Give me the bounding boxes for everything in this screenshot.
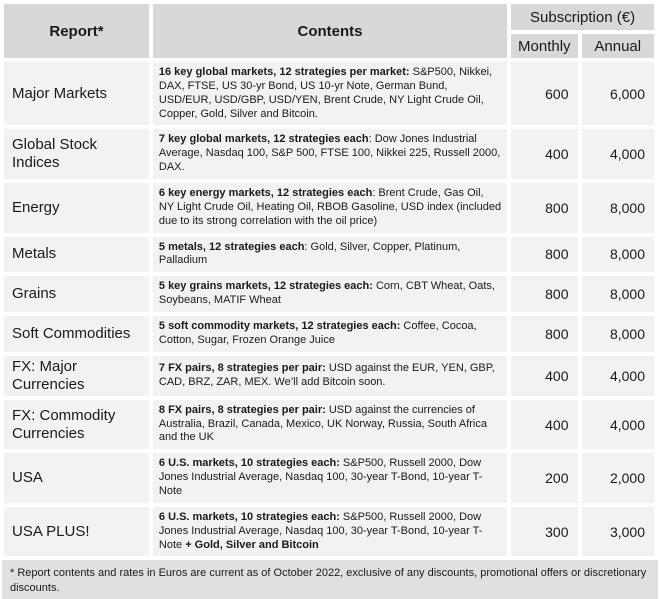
table-row [4,183,654,233]
contents-column-header: Contents [153,4,507,58]
monthly-price-cell: 800 [511,237,577,273]
annual-price-cell: 8,000 [582,183,655,233]
annual-price-cell: 4,000 [582,129,655,179]
annual-price-cell: 2,000 [582,453,655,503]
table-row [4,507,654,557]
table-row [4,62,654,125]
contents-tail: + Gold, Silver and Bitcoin [185,538,319,551]
contents-cell [153,237,507,273]
contents-cell [153,183,507,233]
contents-cell [153,400,507,450]
table-row [4,237,654,273]
annual-price-cell: 8,000 [582,237,655,273]
monthly-price-cell: 400 [511,356,577,396]
contents-lead: 5 soft commodity markets, 12 strategies each: [158,320,401,333]
contents-lead: 7 FX pairs, 8 strategies per pair: [158,361,326,374]
table-row [4,316,654,352]
table-row [4,129,654,179]
report-name-cell: USA [4,453,149,503]
monthly-price-cell: 800 [511,316,577,352]
contents-rest: : Gold, Silver, Copper, Platinum, Palladium [158,240,461,267]
report-name-cell: FX: Commodity Currencies [4,400,149,450]
monthly-price-cell: 800 [511,276,577,312]
report-name-cell: Grains [4,276,149,312]
contents-rest: USD against the currencies of Australia, Brazil, Canada, Mexico, UK Norway, Russia, South Africa and the UK [158,403,487,444]
contents-lead: 8 FX pairs, 8 strategies per pair: [158,403,326,416]
annual-price-cell: 6,000 [582,62,655,125]
report-name-cell: USA PLUS! [4,507,149,557]
table-row [4,356,654,396]
footnote: * Report contents and rates in Euros are current as of October 2022, exclusive of any discounts, promotional offers or discretionary discounts. [2,560,658,599]
table-row [4,400,654,450]
table-row [4,276,654,312]
annual-price-cell: 4,000 [582,400,655,450]
annual-price-cell: 8,000 [582,276,655,312]
contents-cell [153,507,507,557]
report-name-cell: Energy [4,183,149,233]
contents-rest: Coffee, Cocoa, Cotton, Sugar, Frozen Orange Juice [158,320,477,346]
monthly-price-cell: 300 [511,507,577,557]
report-column-header: Report* [4,4,149,58]
contents-cell [153,453,507,503]
contents-rest: : Dow Jones Industrial Average, Nasdaq 100, S&P 500, FTSE 100, Nikkei 225, Russell 2000, DAX. [158,133,501,174]
monthly-price-cell: 400 [511,400,577,450]
contents-cell [153,276,507,312]
contents-rest: USD against the EUR, YEN, GBP, CAD, BRZ, ZAR, MEX. We’ll add Bitcoin soon. [158,361,495,388]
monthly-price-cell: 200 [511,453,577,503]
contents-cell [153,316,507,352]
contents-lead: 6 U.S. markets, 10 strategies each: [158,457,340,470]
contents-rest: S&P500, Nikkei, DAX, FTSE, US 30-yr Bond, US 10-yr Note, German Bund, USD/EUR, USD/GBP, USD/YEN, Brent Crude, NY Light Crude Oil, Copper, Gold, Silver and Bitcoin. [158,66,493,120]
report-name-cell: FX: Major Currencies [4,356,149,396]
contents-rest: S&P500, Russell 2000, Dow Jones Industrial Average, Nasdaq 100, 30-year T-Bond, 10-year T-Note [158,510,483,551]
annual-price-cell: 3,000 [582,507,655,557]
contents-rest: : Brent Crude, Gas Oil, NY Light Crude Oil, Heating Oil, RBOB Gasoline, USD index (included due to its strong correlation with the oil price) [158,187,502,227]
report-name-cell: Metals [4,237,149,273]
contents-cell [153,356,507,396]
contents-cell [153,129,507,179]
annual-column-header: Annual [582,34,655,58]
table-row [4,453,654,503]
annual-price-cell: 4,000 [582,356,655,396]
annual-price-cell: 8,000 [582,316,655,352]
monthly-price-cell: 400 [511,129,577,179]
contents-lead: 5 metals, 12 strategies each [158,240,305,253]
contents-rest: Corn, CBT Wheat, Oats, Soybeans, MATIF Wheat [158,280,495,307]
contents-lead: 6 U.S. markets, 10 strategies each: [158,510,340,523]
contents-lead: 6 key energy markets, 12 strategies each [158,187,373,200]
contents-lead: 7 key global markets, 12 strategies each [158,133,369,146]
contents-lead: 16 key global markets, 12 strategies per market: [158,66,410,78]
monthly-price-cell: 600 [511,62,577,125]
contents-cell [153,62,507,125]
contents-rest: S&P500, Russell 2000, Dow Jones Industrial Average, Nasdaq 100, 30-year T-Bond, 10-year T-Note [158,457,483,498]
header-row-top [4,4,654,30]
monthly-column-header: Monthly [511,34,577,58]
report-name-cell: Soft Commodities [4,316,149,352]
report-name-cell: Global Stock Indices [4,129,149,179]
subscription-column-header: Subscription (€) [511,4,654,30]
report-name-cell: Major Markets [4,62,149,125]
monthly-price-cell: 800 [511,183,577,233]
contents-lead: 5 key grains markets, 12 strategies each: [158,280,373,293]
